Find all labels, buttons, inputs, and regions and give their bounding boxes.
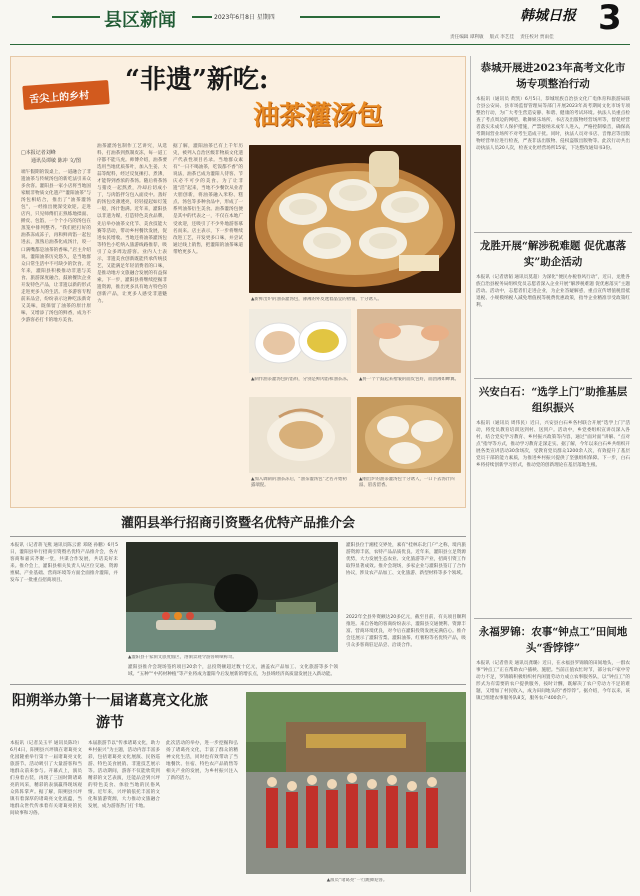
staff-editor: 责任编辑 谭利敏 — [450, 35, 484, 40]
broth-jelly-illustration — [249, 397, 351, 473]
wrapping-illustration — [357, 309, 461, 373]
fillings-photo — [249, 309, 351, 373]
right-bottom-headline: 永福罗锦：农事“钟点工”田间地头“香饽饽” — [478, 626, 628, 654]
caption-main-photo: ▲新鲜出炉的油茶灌汤包，薄薄的外皮透着晶莹的褶皱，十分诱人。 — [251, 297, 382, 302]
masthead-rule-top — [52, 16, 100, 18]
right-column — [474, 56, 632, 892]
wrapping-photo — [357, 309, 461, 373]
right-divider-2 — [474, 378, 632, 379]
finished-dumplings-illustration — [357, 397, 461, 473]
masthead-bottom-rule — [10, 44, 630, 45]
bottom-headline: 阳朔举办第十一届诸葛亮文化旅游节 — [12, 693, 208, 731]
festival-illustration — [246, 692, 466, 874]
right-mid-headline: 龙胜开展“解涉税难题 促优惠落实”助企活动 — [479, 240, 627, 268]
right-divider-1 — [474, 232, 632, 233]
page-number: 3 — [598, 0, 622, 38]
right-top-headline: 恭城开展进2023年高考文化市场专项整治行动 — [480, 62, 626, 90]
middle-bottom-rule — [10, 684, 466, 685]
feature-column-3: 据了解，灌阳油茶已有上千年历史，被列入自治区级非物质文化遗产代表性项目名录。当地群众素有“一日不喝油茶，吃饭都不香”的说法，油茶已成为灌阳人待客、节庆必不可少的美食。为了让非遗“活”起来，当地不少餐饮从业者大胆创新，将油茶融入米粉、糕点、汤包等多种食品中，形成了一系列油茶衍生美食。油茶灌汤包便是其中的代表之一，不仅在本地广受欢迎，还吸引了不少外地游客慕名而来。店主表示，下一步将继续改进工艺，开发更多口味，并尝试通过线上销售，把灌阳的油茶味道带给更多人。 — [173, 144, 243, 255]
steamer-illustration — [249, 145, 461, 293]
middle-headline: 灌阳县举行招商引资暨名优特产品推介会 — [10, 514, 466, 537]
issue-date: 2023年6月8日 星期四 — [214, 14, 275, 21]
masthead-rule-right — [300, 16, 440, 18]
masthead — [0, 0, 640, 48]
feature-byline-2: 通讯员谭敏 陈冲 文/图 — [31, 158, 81, 164]
feature-title-sub: 油茶灌汤包 — [253, 101, 384, 131]
feature-column-1: 端午假期的饭桌上，一道融合了非遗油茶与传统汤包的新吃法引来众多食客。灌阳县一家小店将当地国家级非物质文化遗产“灌阳油茶”与汤包相结合，推出了“油茶灌汤包”，一经推出便深受欢迎。走进店内，只见师傅们正熟练地揉面、擀皮、包馅，一个个小巧的汤包在蒸笼中排列整齐。“我们把打好的油茶冻成冻子，再和鲜肉馅一起包进去，蒸熟后油茶化成汤汁，咬一口满嘴都是油茶的香味。”店主介绍说。灌阳油茶历史悠久，是当地群众日常生活中不可缺少的饮食。近年来，灌阳县积极推动非遗与美食、旅游深度融合，鼓励餐饮企业开发特色产品，让非遗以新的形式走进更多人的生活。许多游客专程前来品尝，纷纷表示这种吃法新奇又美味，既保留了油茶的原汁原味，又增添了汤包的鲜香，成为不少游客必打卡的地方美食。 — [21, 170, 91, 323]
feature-byline-1: □本报记者刘峰 — [21, 150, 56, 156]
staff-line — [450, 34, 554, 40]
bottom-story — [10, 690, 466, 892]
feature-title-main: “非遗”新吃: — [125, 65, 269, 95]
middle-column-3: 2022年全县外资额达20多亿元，截至目前，有关项目顺利推进。来自各地的客商纷纷表示，灌阳县交通便利、资源丰富、营商环境优良，对今后在灌阳投资发展充满信心。推介会还展示了灌阳雪梨、灌阳油茶、红薯粉等名优特产品，吸引众多客商驻足品尝、洽谈合作。 — [346, 615, 466, 649]
staff-proof: 责任校对 贾雨佳 — [520, 35, 554, 40]
cave-boat-illustration — [126, 542, 338, 652]
staff-layout: 版式 李艺佳 — [489, 35, 515, 40]
right-mid-body: 本报讯（记者唐韬 通讯员莫超）为深化“便民办税春风行动”，近日，龙胜各族自治县税务局组织党员志愿者深入企业开展“解涉税难题 促优惠落实”主题活动。活动中，志愿者们走进企业，为企业答疑解惑，重点宣传增值税留抵退税、小规模纳税人减免增值税等税费优惠政策，指导企业精准享受政策红利。 — [476, 275, 630, 309]
right-divider-3 — [474, 618, 632, 619]
right-bottom-body: 本报讯（记者曾炎 通讯员龚璐）近日，在永福县罗锦镇的田间地头，一群农事“钟点工”正在帮助农户插秧、施肥。当前正值农忙时节，部分农户家中劳动力不足，罗锦镇积极组织村内闲置劳动力成立农事服务队，以“钟点工”的形式为有需要的农户提供服务，按时计酬，既解决了农户劳动力不足的难题，又增加了村民收入，成为田间地头的“香饽饽”。据介绍，今年以来，该镇已组建农事服务队8支，服务农户400余户。 — [476, 661, 630, 702]
cave-boat-photo — [126, 542, 338, 652]
broth-jelly-photo — [249, 397, 351, 473]
middle-column-1: 本报讯（记者蒋飞燕 通讯员陈云蕾 邓晓 孙鹏）6月5日，灌阳县举行招商引资暨名优特产品推介会，各方客商和嘉宾齐聚一堂，共谋合作发展，共话美好未来。推介会上，灌阳县相关负责人从区位交通、资源禀赋、产业基础、营商环境等方面全面推介灌阳，并发布了一批重点招商项目。 — [10, 543, 118, 584]
caption-broth-jelly: ▲加入调制的油茶冻后，“油茶灌汤包”之名开始初露端倪。 — [251, 477, 347, 488]
fillings-illustration — [249, 309, 351, 373]
middle-story — [10, 514, 466, 682]
caption-fillings: ▲制作油茶灌汤包的馅料，分别是鲜肉馅和油茶冻。 — [251, 377, 351, 382]
kicker-text: 舌尖上的乡村 — [28, 90, 90, 106]
caption-cave-photo: ▲灌阳县千家洞文旅度假区，溶洞景观令游客啧啧称奇。 — [128, 655, 237, 660]
caption-finished-dumplings: ▲刚出炉的油茶灌汤包十分诱人，一口下去汤汁四溢、唇齿留香。 — [359, 477, 455, 488]
middle-column-2: 灌阳县位于湘桂交界处，素有“桂林东北门户”之称，境内旅游资源丰富，农特产品品质优良。近年来，灌阳县立足资源优势，大力发展生态农业、文化旅游等产业，招商引资工作取得显著成效。推介会现场，多家企业与灌阳县签订了合作协议，涉及农产品加工、文化旅游、新型材料等多个领域。 — [346, 543, 466, 577]
finished-dumplings-photo — [357, 397, 461, 473]
bottom-column-3: 此次活动的举办，进一步挖掘和弘扬了诸葛亮文化，丰富了群众的精神文化生活，同时也有效带动了当地餐饮、住宿、特色农产品销售等相关产业的发展，为乡村振兴注入了新的活力。 — [166, 741, 238, 782]
section-name: 县区新闻 — [104, 10, 176, 31]
masthead-rule-mid — [192, 16, 212, 18]
right-column-rule — [470, 56, 471, 892]
bottom-column-1: 本报讯（记者吴玉平 通讯员陈玲）6月4日，阳朔县兴坪镇在诸葛亮文化园隆重举行第十一届诸葛亮文化旅游节。活动吸引了大量游客和当地群众前来参与。开幕式上，演员们身着古装，再现了三国时期诸葛亮的风采，精彩的表演赢得现场观众阵阵掌声。据了解，阳朔县兴坪镇有着深厚的诸葛亮文化底蕴，当地群众世代传承着有关诸葛亮的民间故事和习俗。 — [10, 741, 82, 817]
feature-column-2: 油茶灌汤包制作工艺讲究，从选料、打油茶到熬制皮冻，每一道工序都不能马虎。师傅介绍，油茶要选用当地优质茶叶，加入生姜、大蒜等配料，经过反复捶打、煮沸，才能得到香浓的茶汤。随后将茶汤与猪皮一起熬煮，冷却后切成小丁，与肉馅拌匀包入面皮中。蒸好的汤包皮薄透亮，轻轻提起如灯笼一般，汤汁饱满。近年来，灌阳县以非遗为媒，打造特色美食品牌，先后举办油茶文化节、美食技能大赛等活动，带动乡村餐饮发展，促进农民增收。当地还将油茶灌汤包等特色小吃纳入旅游线路推荐，吸引了众多周边游客。业内人士表示，非遗美食创新既能传承传统技艺，又能满足年轻消费者的口味，是推动地方文旅融合发展的有益探索。下一步，灌阳县将继续挖掘非遗资源，推出更多具有地方特色的创新产品，让更多人感受非遗魅力。 — [97, 144, 167, 305]
right-top-body: 本报讯（通讯员 黄凯）6月5日，恭城瑶族自治县文化广电体育和旅游局联合县公安局、县市场监督管理局等部门开展2023年高考期间文化市场专项整治行动，为广大考生营造安静、和谐、健康的考试环境。执法人员重点检查了考点周边的网吧、歌舞娱乐场所、书店及出版物经营场所等，督促经营者落实未成年人保护措施，严禁接纳未成年人进入，严格控制噪音，确保高考期间营业场所不对考生造成干扰。同时，执法人员对书店、音像店等出版物经营单位进行检查，严查非法出版物、侵权盗版出版物等。此次行动共出动执法人员20人次，检查文化经营场所15家，下达整改通知书3份。 — [476, 97, 630, 152]
bottom-column-2: 本届旅游节以“传承诸葛文化，助力乡村振兴”为主题，活动内容丰富多彩，包括诸葛亮文化展演、民俗巡游、特色美食展销、非遗技艺展示等。活动期间，游客不仅能欣赏到精彩的文艺表演，还能品尝到兴坪的特色美食、体验当地的民俗风情。近年来，兴坪镇依托丰富的文化和旅游资源，大力推动文旅融合发展，成为游客热门打卡地。 — [88, 741, 160, 810]
feature-kicker — [22, 80, 109, 110]
middle-tail: 灌阳县推介会现场签约项目20余个，总投资额超过数十亿元，涵盖农产品加工、文化旅游等多个领域。“五种”“中药材种植”等产业将成为灌阳今后发展新的增长点，为县域经济高质量发展注入新动能。 — [128, 665, 338, 678]
festival-performers-photo — [246, 692, 466, 874]
caption-wrapping: ▲将一个个鼓起来褶皱的面皮包好，面团薄如蝉翼。 — [359, 377, 459, 382]
right-mid2-body: 本报讯（通讯员 周伟民）近日，兴安县白石乡各村联合开展“选学上门”活动，将党员教育培训送到村、送到户。活动中，乡党委组织宣讲员深入各村，结合党史学习教育、乡村振兴政策等内容，通过“面对面”讲解、“点对点”指导等方式，推动学习教育走深走实。据了解，今年以来白石乡共组织开展各类宣讲活动30余场次，受教育党员群众1200余人次，有效提升了基层党员干部的能力素质，为推进乡村振兴提供了坚强组织保障。下一步，白石乡将持续创新学习形式，推动党的创新理论在基层落地生根。 — [476, 421, 630, 469]
feature-section — [10, 56, 466, 508]
soup-dumpling-steamer-photo — [249, 145, 461, 293]
caption-festival-photo: ▲演员“诸葛亮”一行跳舞迎客。 — [326, 878, 388, 883]
right-mid2-headline: 兴安白石：“选学上门”助推基层组织振兴 — [478, 386, 628, 414]
paper-name: 韩城日报 — [520, 8, 576, 24]
